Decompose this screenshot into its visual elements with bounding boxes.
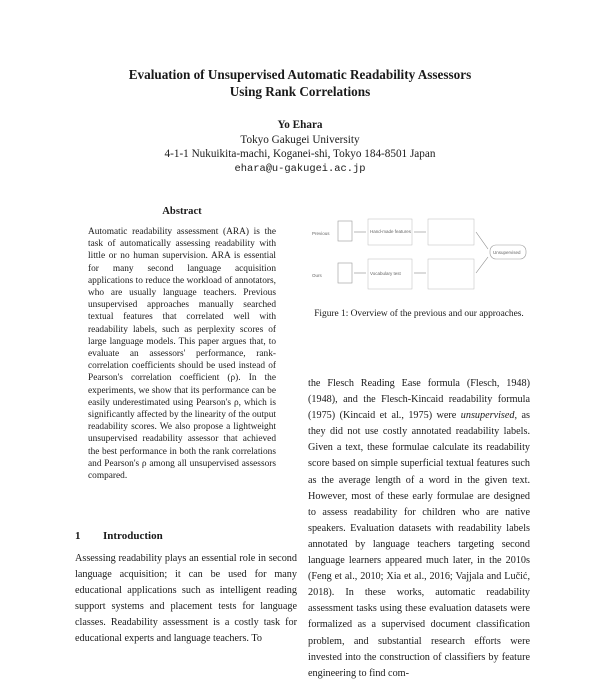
section-1-number: 1 xyxy=(75,530,81,542)
author-email: ehara@u-gakugei.ac.jp xyxy=(234,162,366,175)
right-column-part-1: the Flesch Reading Ease formula (Flesch, 1948) (1948), and the Flesch-Kincaid readability formula (1975) (Kincaid et al., 1975) were xyxy=(308,378,530,422)
fig-row1-doc-icon xyxy=(338,221,352,241)
fig-row2-input-label: Ours xyxy=(312,273,322,278)
fig-row2-doc-icon xyxy=(338,263,352,283)
figure-1 xyxy=(308,205,530,297)
abstract-heading: Abstract xyxy=(162,206,202,217)
title-line-1: Evaluation of Unsupervised Automatic Readability Assessors xyxy=(128,67,472,82)
figure-caption: Figure 1: Overview of the previous and our approaches. xyxy=(314,309,524,319)
fig-output-label: Unsupervised xyxy=(493,250,521,255)
section-1-heading xyxy=(75,530,163,542)
author-address: 4-1-1 Nukuikita-machi, Koganei-shi, Tokyo 184-8501 Japan xyxy=(164,148,436,160)
fig-row2-step-label: Vocabulary test xyxy=(370,271,401,276)
title-line-2: Using Rank Correlations xyxy=(229,84,371,99)
paper-title xyxy=(60,66,540,100)
abstract-text: Automatic readability assessment (ARA) is the task of automatically assessing readability with little or no human supervision. ARA is essential for many second language acquisition applications to reduce the workload of annotators, who are usually language teachers. Previous unsupervised approaches manually searched textual features that correlated well with readability labels, such as perplexity scores of large language models. This paper argues that, to evaluate an assessors' performance, rank-correlation coefficients should be used instead of Pearson's correlation coefficient (ρ). In the experiments, we show that its performance can be easily underestimated using Pearson's ρ, which is significantly affected by the linearity of the output readability scores. We also propose a lightweight unsupervised readability assessor that achieved the best performance in both the rank correlations and Pearson's ρ among all unsupervised assessors compared. xyxy=(88,227,276,482)
author-affiliation: Tokyo Gakugei University xyxy=(240,133,360,146)
figure-diagram xyxy=(308,205,530,297)
right-column-emphasis: unsupervised xyxy=(460,410,515,422)
fig-row1-input-label: Previous xyxy=(312,231,330,236)
section-1-title: Introduction xyxy=(103,530,163,542)
fig-row2-result-box xyxy=(428,259,474,289)
section-1-text: Assessing readability plays an essential role in second language acquisition; it can be used for many educational applications such as intelligent reading support systems and placement tests for language classes. Readability assessment is a costly task for educational experts and language teachers. To xyxy=(75,553,297,645)
author-block xyxy=(60,118,540,176)
right-column-text xyxy=(308,376,530,682)
fig-merge-arrow-2 xyxy=(476,257,488,273)
fig-row1-result-box xyxy=(428,219,474,245)
right-column-part-2: , as they did not use costly annotated readability labels. Given a text, these formulae calculate its readability score based on simple superficial textual features such as the average length of a word in the given text. However, most of these early formulae are designed to assess readability for children who are native speakers. Evaluation datasets with readability labels annotated by language teachers targeting second language learners appeared much later, in the 2010s (Feng et al., 2010; Xia et al., 2016; Vajjala and Lučić, 2018). In these works, automatic readability assessment tasks using these evaluation datasets were formalized as a supervised document classification problem, and substantial research efforts were invested into the construction of classifiers by feature engineering to find com- xyxy=(308,410,530,679)
author-name: Yo Ehara xyxy=(277,119,323,131)
fig-row1-step-label: Hand-made features xyxy=(370,229,412,234)
fig-merge-arrow-1 xyxy=(476,232,488,249)
